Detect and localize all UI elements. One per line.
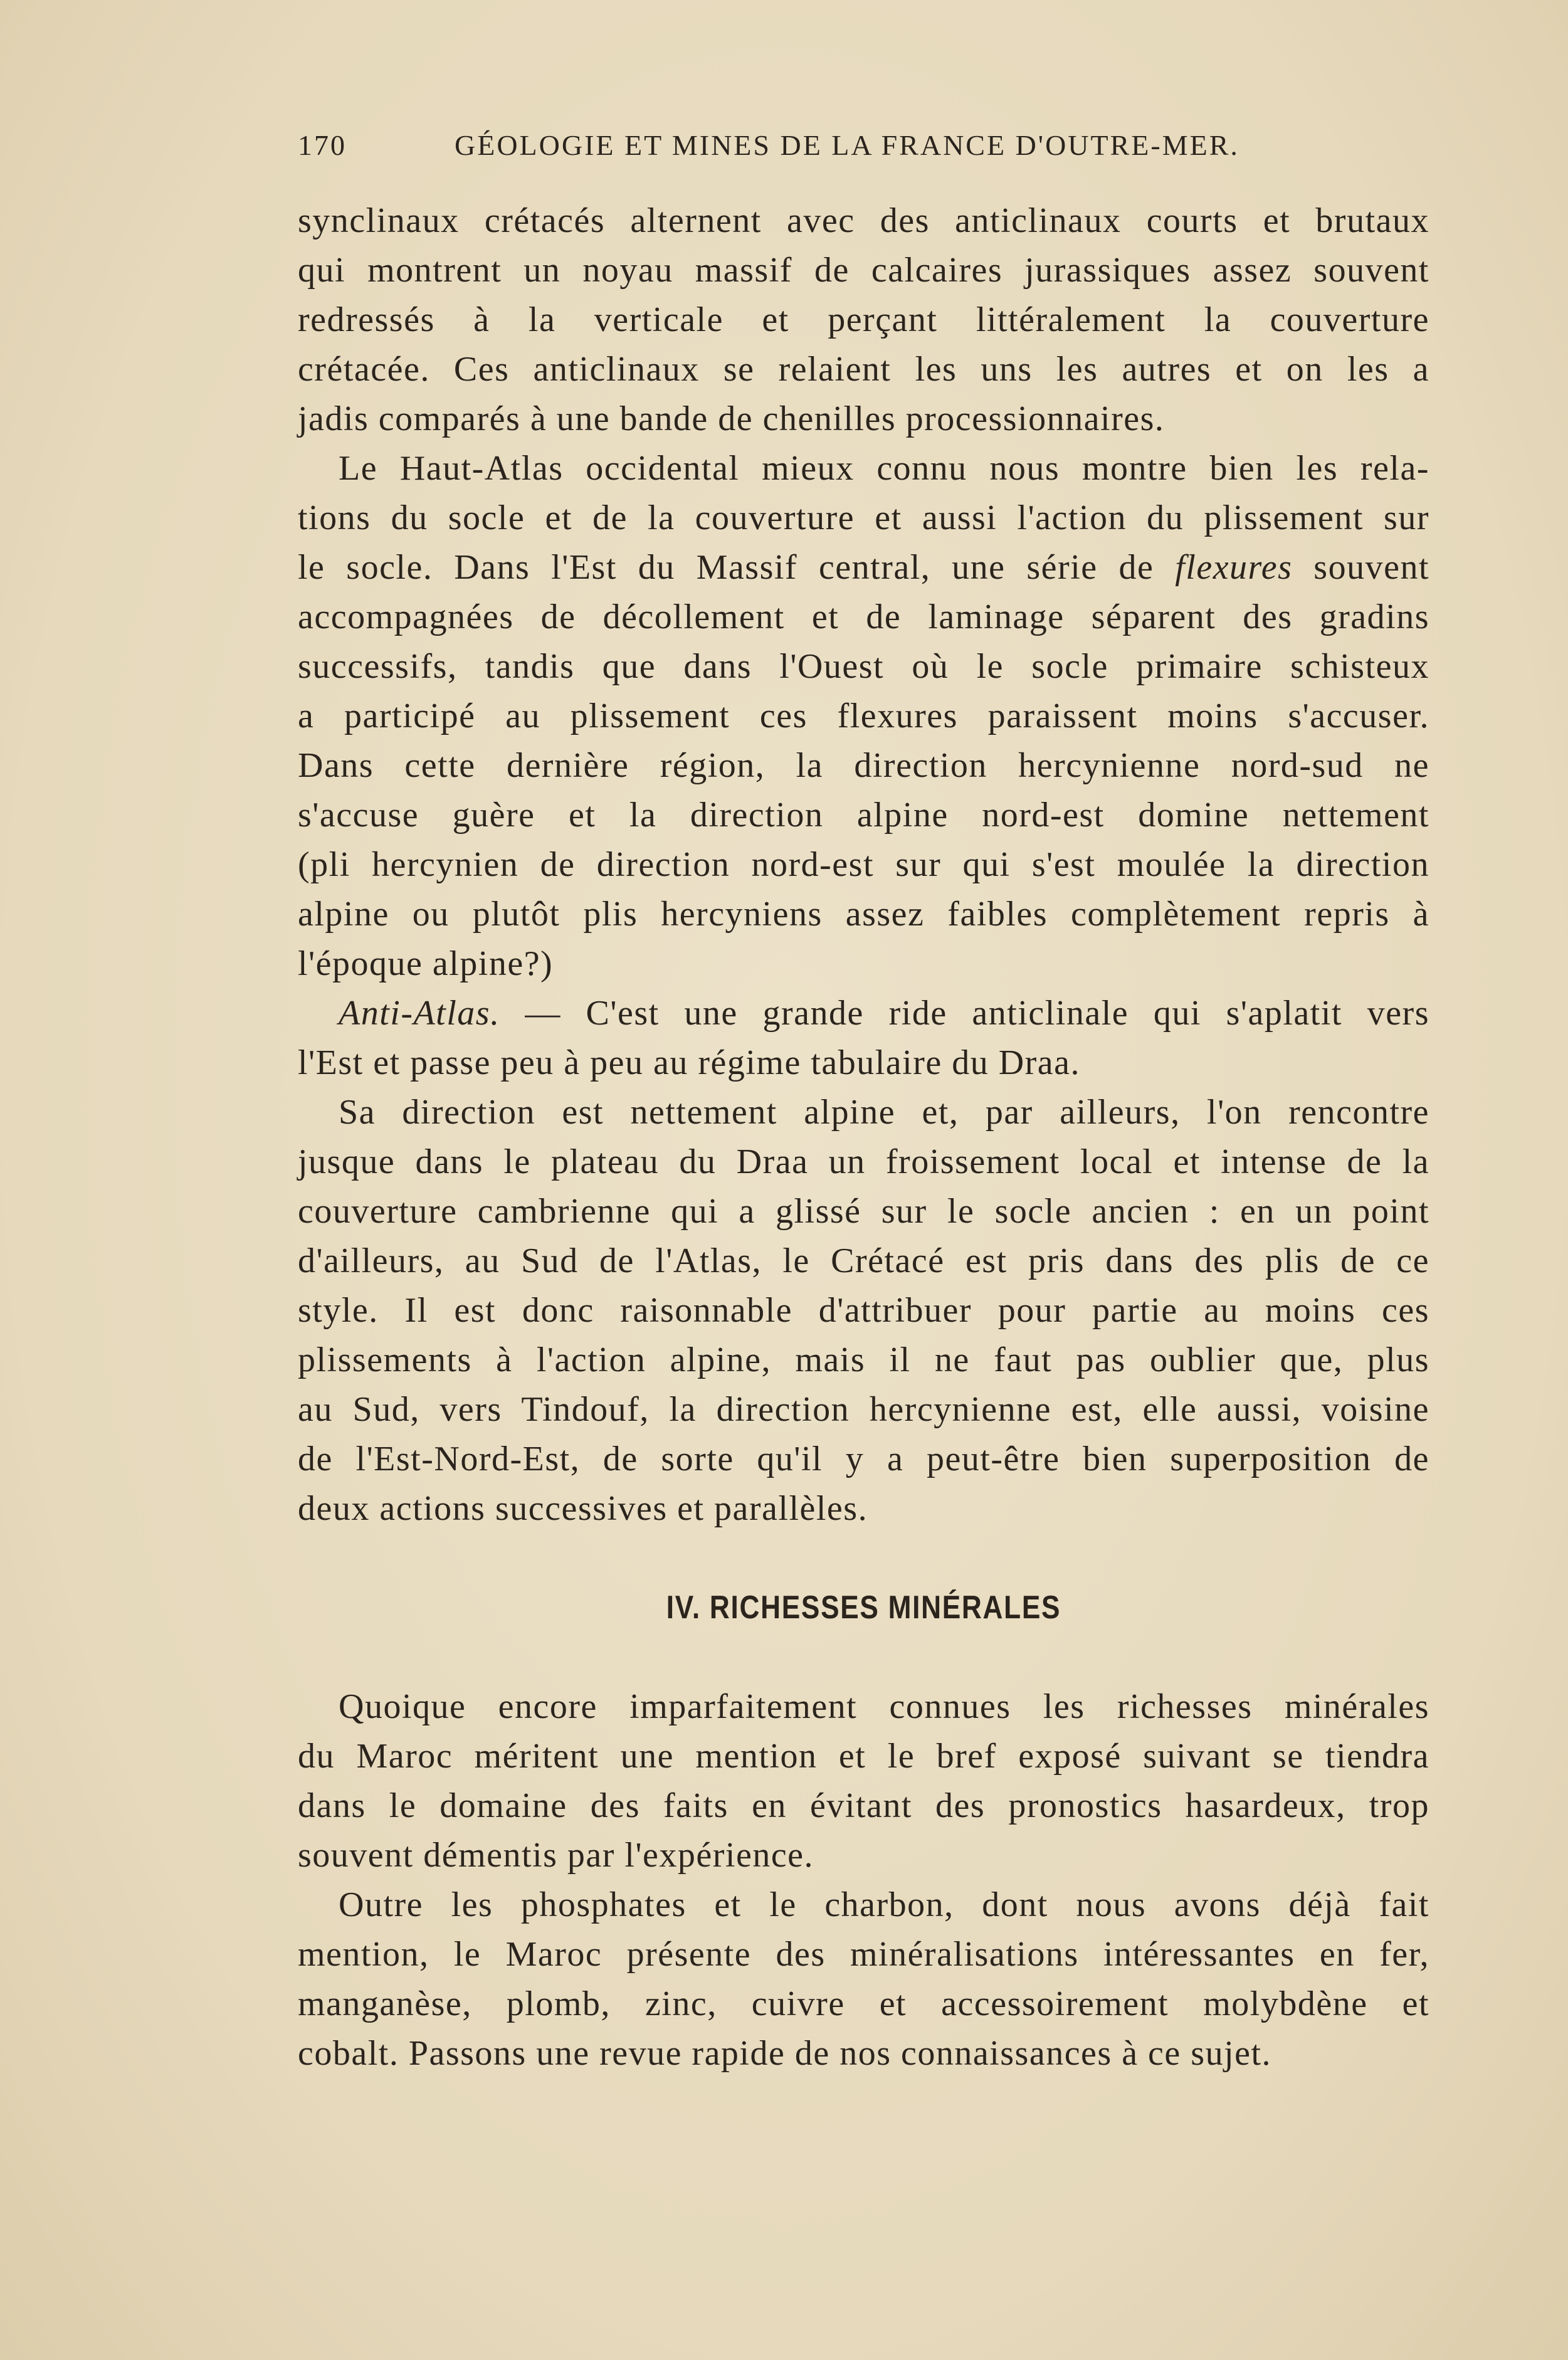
text-line xyxy=(298,1930,1429,1979)
text-line xyxy=(298,2029,1429,2078)
italic-text: flexures xyxy=(1175,548,1293,587)
paragraph xyxy=(298,989,1429,1088)
text-line xyxy=(298,1335,1429,1385)
text-segment: jadis comparés à une bande de chenilles processionnaires. xyxy=(298,399,1165,438)
text-segment: alpine ou plutôt plis hercyniens assez faibles complètement repris à xyxy=(298,895,1429,934)
text-segment: crétacée. Ces anticlinaux se relaient les uns les autres et on les a xyxy=(298,350,1429,389)
text-line xyxy=(298,1880,1429,1930)
paragraph xyxy=(298,196,1429,444)
text-line xyxy=(298,1187,1429,1236)
text-line xyxy=(298,1236,1429,1286)
text-line xyxy=(298,642,1429,692)
text-segment: cobalt. Passons une revue rapide de nos connaissances à ce sujet. xyxy=(298,2034,1272,2073)
paragraph xyxy=(298,1682,1429,1880)
text-segment: le socle. Dans l'Est du Massif central, une série de xyxy=(298,548,1176,587)
text-segment: couverture cambrienne qui a glissé sur le socle ancien : en un point xyxy=(298,1192,1429,1231)
text-line xyxy=(298,1682,1429,1732)
text-segment: a participé au plissement ces flexures paraissent moins s'accuser. xyxy=(298,697,1429,735)
text-segment: au Sud, vers Tindouf, la direction hercynienne est, elle aussi, voisine xyxy=(298,1390,1429,1429)
italic-text: Anti-Atlas. xyxy=(339,994,500,1033)
text-segment: l'époque alpine?) xyxy=(298,944,554,983)
text-segment: accompagnées de décollement et de laminage séparent des gradins xyxy=(298,598,1429,636)
text-line xyxy=(298,939,1429,989)
page-number: 170 xyxy=(298,129,347,161)
text-line xyxy=(298,493,1429,543)
page-body xyxy=(298,196,1429,2078)
text-segment: tions du socle et de la couverture et aussi l'action du plissement sur xyxy=(298,498,1429,537)
text-segment: redressés à la verticale et perçant littéralement la couverture xyxy=(298,300,1429,339)
text-segment: synclinaux crétacés alternent avec des anticlinaux courts et brutaux xyxy=(298,201,1429,240)
text-line xyxy=(298,1286,1429,1335)
text-segment: dans le domaine des faits en évitant des pronostics hasardeux, trop xyxy=(298,1786,1429,1825)
text-segment: souvent xyxy=(1292,548,1430,587)
spacer xyxy=(298,1534,1429,1583)
text-segment: s'accuse guère et la direction alpine nord-est domine nettement xyxy=(298,796,1429,835)
text-segment: souvent démentis par l'expérience. xyxy=(298,1836,814,1875)
text-segment: d'ailleurs, au Sud de l'Atlas, le Crétacé est pris dans des plis de ce xyxy=(298,1241,1429,1280)
text-segment: l'Est et passe peu à peu au régime tabulaire du Draa. xyxy=(298,1043,1081,1082)
text-line xyxy=(298,741,1429,791)
text-segment: plissements à l'action alpine, mais il ne faut pas oublier que, plus xyxy=(298,1341,1429,1379)
text-segment: Dans cette dernière région, la direction hercynienne nord-sud ne xyxy=(298,746,1429,785)
text-line xyxy=(298,1385,1429,1435)
text-line xyxy=(298,196,1429,246)
text-segment: Le Haut-Atlas occidental mieux connu nous montre bien les rela- xyxy=(339,449,1429,488)
section-heading: IV. RICHESSES MINÉRALES xyxy=(666,1589,1061,1626)
text-segment: Outre les phosphates et le charbon, dont nous avons déjà fait xyxy=(339,1885,1429,1924)
text-line xyxy=(298,1979,1429,2029)
text-line xyxy=(298,890,1429,939)
text-line xyxy=(298,791,1429,840)
text-segment: manganèse, plomb, zinc, cuivre et accessoirement molybdène et xyxy=(298,1984,1429,2023)
text-segment: jusque dans le plateau du Draa un froissement local et intense de la xyxy=(298,1142,1429,1181)
text-segment: mention, le Maroc présente des minéralisations intéressantes en fer, xyxy=(298,1935,1429,1974)
running-title: GÉOLOGIE ET MINES DE LA FRANCE D'OUTRE-MER. xyxy=(455,129,1239,161)
paragraph xyxy=(298,444,1429,989)
text-line xyxy=(298,1484,1429,1534)
running-header xyxy=(298,129,1263,172)
text-segment: deux actions successives et parallèles. xyxy=(298,1489,868,1528)
text-line xyxy=(298,1831,1429,1880)
text-line xyxy=(298,1732,1429,1781)
text-segment: Quoique encore imparfaitement connues les richesses minérales xyxy=(339,1687,1429,1726)
text-line xyxy=(298,1435,1429,1484)
text-segment: Sa direction est nettement alpine et, par ailleurs, l'on rencontre xyxy=(339,1093,1429,1132)
text-segment: (pli hercynien de direction nord-est sur qui s'est moulée la direction xyxy=(298,845,1429,884)
text-line xyxy=(298,394,1429,444)
text-segment: qui montrent un noyau massif de calcaires jurassiques assez souvent xyxy=(298,251,1429,290)
text-line xyxy=(298,989,1429,1038)
text-line xyxy=(298,1038,1429,1088)
text-line xyxy=(298,543,1429,593)
text-line xyxy=(298,246,1429,295)
paragraph xyxy=(298,1880,1429,2078)
text-line xyxy=(298,840,1429,890)
text-line xyxy=(298,345,1429,394)
paragraph xyxy=(298,1088,1429,1534)
text-line xyxy=(298,444,1429,493)
text-segment: style. Il est donc raisonnable d'attribuer pour partie au moins ces xyxy=(298,1291,1429,1330)
text-segment: du Maroc méritent une mention et le bref exposé suivant se tiendra xyxy=(298,1737,1429,1776)
text-line xyxy=(298,1781,1429,1831)
text-line xyxy=(298,1137,1429,1187)
text-line xyxy=(298,295,1429,345)
text-segment: successifs, tandis que dans l'Ouest où le socle primaire schisteux xyxy=(298,647,1429,686)
text-segment: — C'est une grande ride anticlinale qui s'aplatit vers xyxy=(500,994,1429,1033)
text-line xyxy=(298,692,1429,741)
text-line xyxy=(298,593,1429,642)
text-segment: de l'Est-Nord-Est, de sorte qu'il y a peut-être bien superposition de xyxy=(298,1440,1429,1478)
text-line xyxy=(298,1088,1429,1137)
spacer xyxy=(298,1633,1429,1682)
